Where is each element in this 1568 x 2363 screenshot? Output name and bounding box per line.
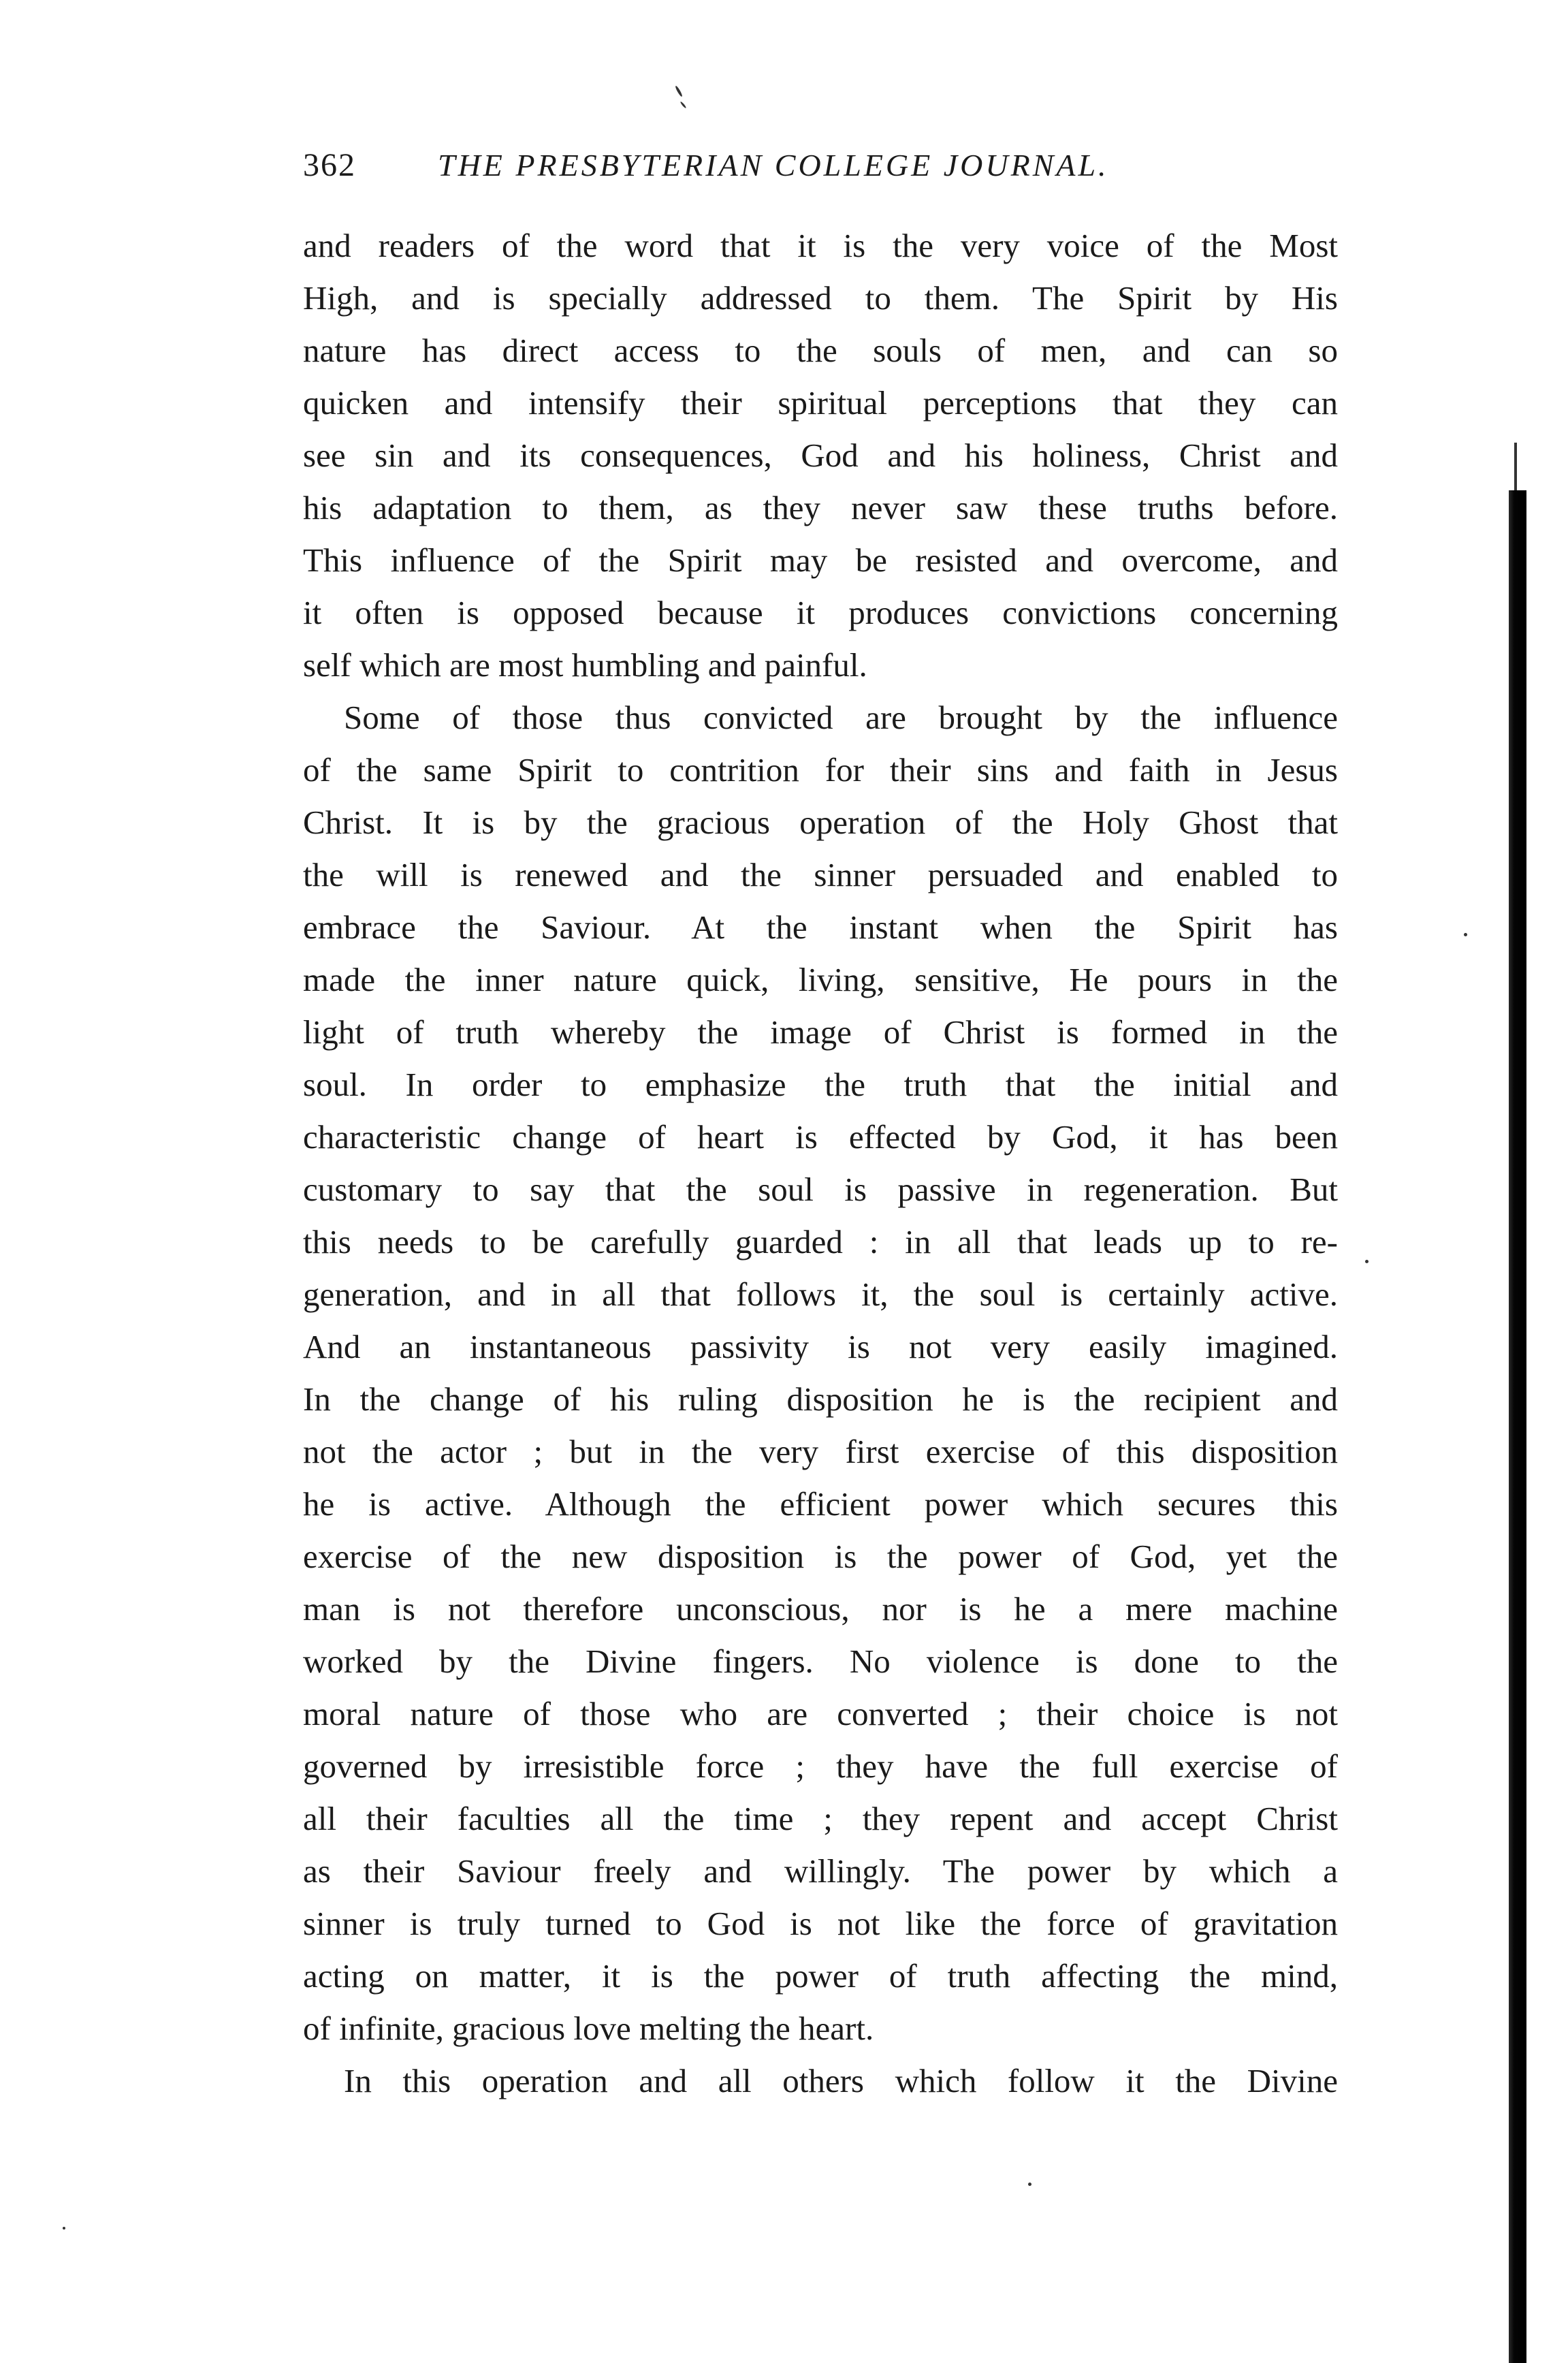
text-line: man is not therefore unconscious, nor is he a mere machine: [303, 1590, 1338, 1628]
paragraph-3: [303, 2055, 1338, 2107]
text-line: Some of those thus convicted are brought by the influence: [344, 699, 1338, 736]
text-line: In this operation and all others which follow it the Divine: [344, 2062, 1338, 2099]
text-line: self which are most humbling and painful.: [303, 646, 867, 684]
body-text: [303, 219, 1338, 2107]
text-line: governed by irresistible force ; they have the full exercise of: [303, 1747, 1338, 1785]
text-line: made the inner nature quick, living, sensitive, He pours in the: [303, 961, 1338, 998]
scan-speck: [675, 85, 683, 97]
scan-speck: [63, 2227, 65, 2230]
text-line: characteristic change of heart is effected by God, it has been: [303, 1118, 1338, 1156]
text-line: nature has direct access to the souls of men, and can so: [303, 332, 1338, 369]
text-line: of the same Spirit to contrition for their sins and faith in Jesus: [303, 751, 1338, 789]
running-head: [303, 146, 1345, 194]
text-line: the will is renewed and the sinner persuaded and enabled to: [303, 856, 1338, 893]
text-line: this needs to be carefully guarded : in all that leads up to re-: [303, 1223, 1338, 1260]
text-line: In the change of his ruling disposition he is the recipient and: [303, 1380, 1338, 1418]
scan-speck: [1365, 1260, 1369, 1263]
text-line: see sin and its consequences, God and his holiness, Christ and: [303, 437, 1338, 474]
text-line: as their Saviour freely and willingly. The power by which a: [303, 1852, 1338, 1890]
text-line: customary to say that the soul is passive in regeneration. But: [303, 1171, 1338, 1208]
text-line: sinner is truly turned to God is not like the force of gravitation: [303, 1905, 1338, 1942]
text-line: his adaptation to them, as they never saw these truths before.: [303, 489, 1338, 526]
text-line: not the actor ; but in the very first exercise of this disposition: [303, 1433, 1338, 1470]
text-line: of infinite, gracious love melting the heart.: [303, 2010, 874, 2047]
text-line: This influence of the Spirit may be resisted and overcome, and: [303, 541, 1338, 579]
text-line: exercise of the new disposition is the power of God, yet the: [303, 1538, 1338, 1575]
text-line: moral nature of those who are converted ; their choice is not: [303, 1695, 1338, 1732]
text-line: soul. In order to emphasize the truth that the initial and: [303, 1066, 1338, 1103]
scan-speck: [1464, 933, 1467, 936]
page-number: 362: [303, 147, 356, 183]
text-line: quicken and intensify their spiritual perceptions that they can: [303, 384, 1338, 422]
text-line: High, and is specially addressed to them. The Spirit by His: [303, 279, 1338, 317]
text-line: embrace the Saviour. At the instant when the Spirit has: [303, 908, 1338, 946]
page-edge-shadow: [1514, 443, 1517, 490]
paragraph-2: [303, 691, 1338, 2055]
text-line: acting on matter, it is the power of truth affecting the mind,: [303, 1957, 1338, 1995]
text-line: all their faculties all the time ; they repent and accept Christ: [303, 1800, 1338, 1837]
text-line: worked by the Divine fingers. No violence is done to the: [303, 1643, 1338, 1680]
text-line: generation, and in all that follows it, the soul is certainly active.: [303, 1275, 1338, 1313]
journal-title: THE PRESBYTERIAN COLLEGE JOURNAL.: [438, 148, 1109, 183]
scan-speck: [1028, 2183, 1031, 2186]
text-line: And an instantaneous passivity is not very easily imagined.: [303, 1328, 1338, 1365]
paragraph-1: [303, 219, 1338, 691]
text-line: light of truth whereby the image of Christ is formed in the: [303, 1013, 1338, 1051]
text-line: and readers of the word that it is the very voice of the Most: [303, 227, 1338, 264]
text-line: Christ. It is by the gracious operation of the Holy Ghost that: [303, 804, 1338, 841]
text-line: it often is opposed because it produces convictions concerning: [303, 594, 1338, 631]
scan-speck: [679, 101, 686, 108]
text-line: he is active. Although the efficient power which secures this: [303, 1485, 1338, 1523]
page-edge-shadow: [1509, 490, 1526, 2363]
